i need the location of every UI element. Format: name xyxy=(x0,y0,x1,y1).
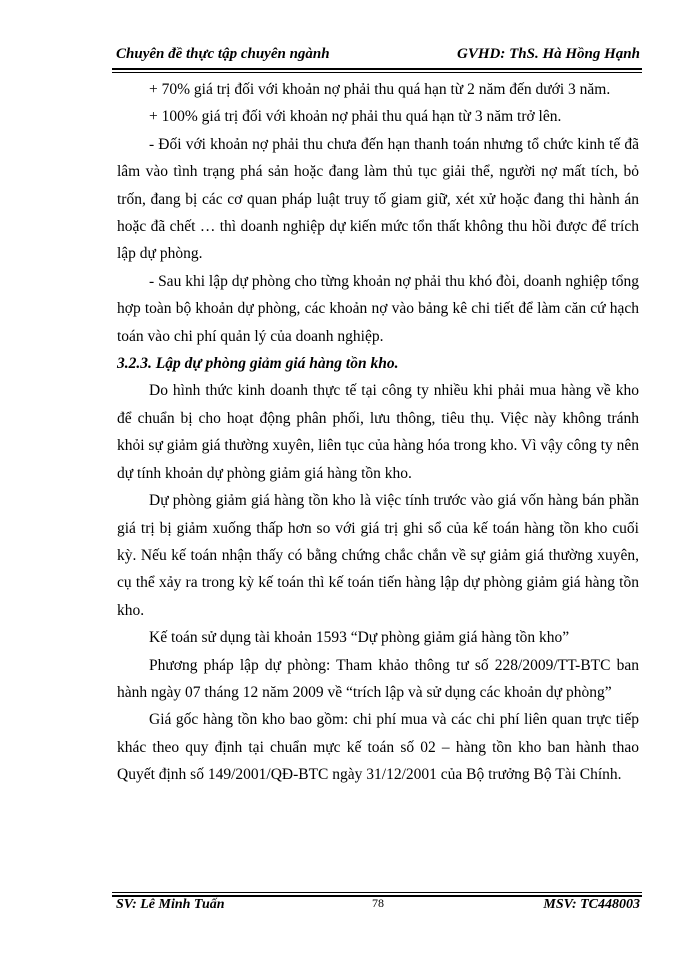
header-supervisor: GVHD: ThS. Hà Hồng Hạnh xyxy=(457,46,640,62)
header-course-title: Chuyên đề thực tập chuyên ngành xyxy=(116,46,330,62)
paragraph-100-percent: + 100% giá trị đối với khoản nợ phải thu quá hạn từ 3 năm trở lên. xyxy=(149,108,562,126)
paragraph-summary-provision: - Sau khi lập dự phòng cho từng khoản nợ phải thu khó đòi, doanh nghiệp tổng hợp toàn bộ khoản dự phòng, các khoản nợ vào bảng kê chi tiết để làm căn cứ hạch toán vào chi phí quản lý của doanh nghiệp. xyxy=(117,272,639,345)
paragraph-70-percent: + 70% giá trị đối với khoản nợ phải thu quá hạn từ 2 năm đến dưới 3 năm. xyxy=(149,81,611,98)
footer-student-name: SV: Lê Minh Tuấn xyxy=(116,897,225,912)
page-number: 78 xyxy=(372,896,384,910)
paragraph-business-context: Do hình thức kinh doanh thực tế tại công ty nhiều khi phải mua hàng về kho để chuẩn bị cho hoạt động phân phối, lưu thông, tiêu thụ. Việc này không tránh khỏi sự giảm giá thường xuyên, liên tục của hàng hóa trong kho. Vì vậy công ty nên dự tính khoản dự phòng giảm giá hàng tồn kho. xyxy=(117,382,639,482)
header-rule-thin xyxy=(112,72,642,73)
page-header xyxy=(116,46,640,66)
paragraph-bankruptcy-case: - Đối với khoản nợ phải thu chưa đến hạn thanh toán nhưng tổ chức kinh tế đã lâm vào tình trạng phá sản hoặc đang làm thủ tục giải thể, người nợ mất tích, bỏ trốn, đang bị các cơ quan pháp luật truy tố giam giữ, xét xử hoặc đang thi hành án hoặc đã chết … thì doanh nghiệp dự kiến mức tổn thất không thu hồi được để trích lập dự phòng. xyxy=(117,135,639,263)
section-heading: 3.2.3. Lập dự phòng giảm giá hàng tồn kho. xyxy=(117,355,399,373)
footer-student-id: MSV: TC448003 xyxy=(543,897,640,912)
page-footer xyxy=(116,897,640,917)
paragraph-account-1593: Kế toán sử dụng tài khoản 1593 “Dự phòng giảm giá hàng tồn kho” xyxy=(149,629,570,647)
paragraph-method: Phương pháp lập dự phòng: Tham khảo thông tư số 228/2009/TT-BTC ban hành ngày 07 tháng 12 năm 2009 về “trích lập và sử dụng các khoản dự phòng” xyxy=(117,656,639,701)
page-body xyxy=(117,76,639,789)
paragraph-definition: Dự phòng giảm giá hàng tồn kho là việc tính trước vào giá vốn hàng bán phần giá trị bị giảm xuống thấp hơn so với giá trị ghi sổ của kế toán hàng tồn kho cuối kỳ. Nếu kế toán nhận thấy có bằng chứng chắc chắn về sự giảm giá thường xuyên, cụ thể xảy ra trong kỳ kế toán thì kế toán tiến hàng lập dự phòng giảm giá hàng tồn kho. xyxy=(117,492,639,619)
paragraph-original-cost: Giá gốc hàng tồn kho bao gồm: chi phí mua và các chi phí liên quan trực tiếp khác theo quy định tại chuẩn mực kế toán số 02 – hàng tồn kho ban hành thao Quyết định số 149/2001/QĐ-BTC ngày 31/12/2001 của Bộ trưởng Bộ Tài Chính. xyxy=(117,711,639,784)
header-rule-thick xyxy=(112,68,642,70)
footer-rule-thin xyxy=(112,892,642,893)
